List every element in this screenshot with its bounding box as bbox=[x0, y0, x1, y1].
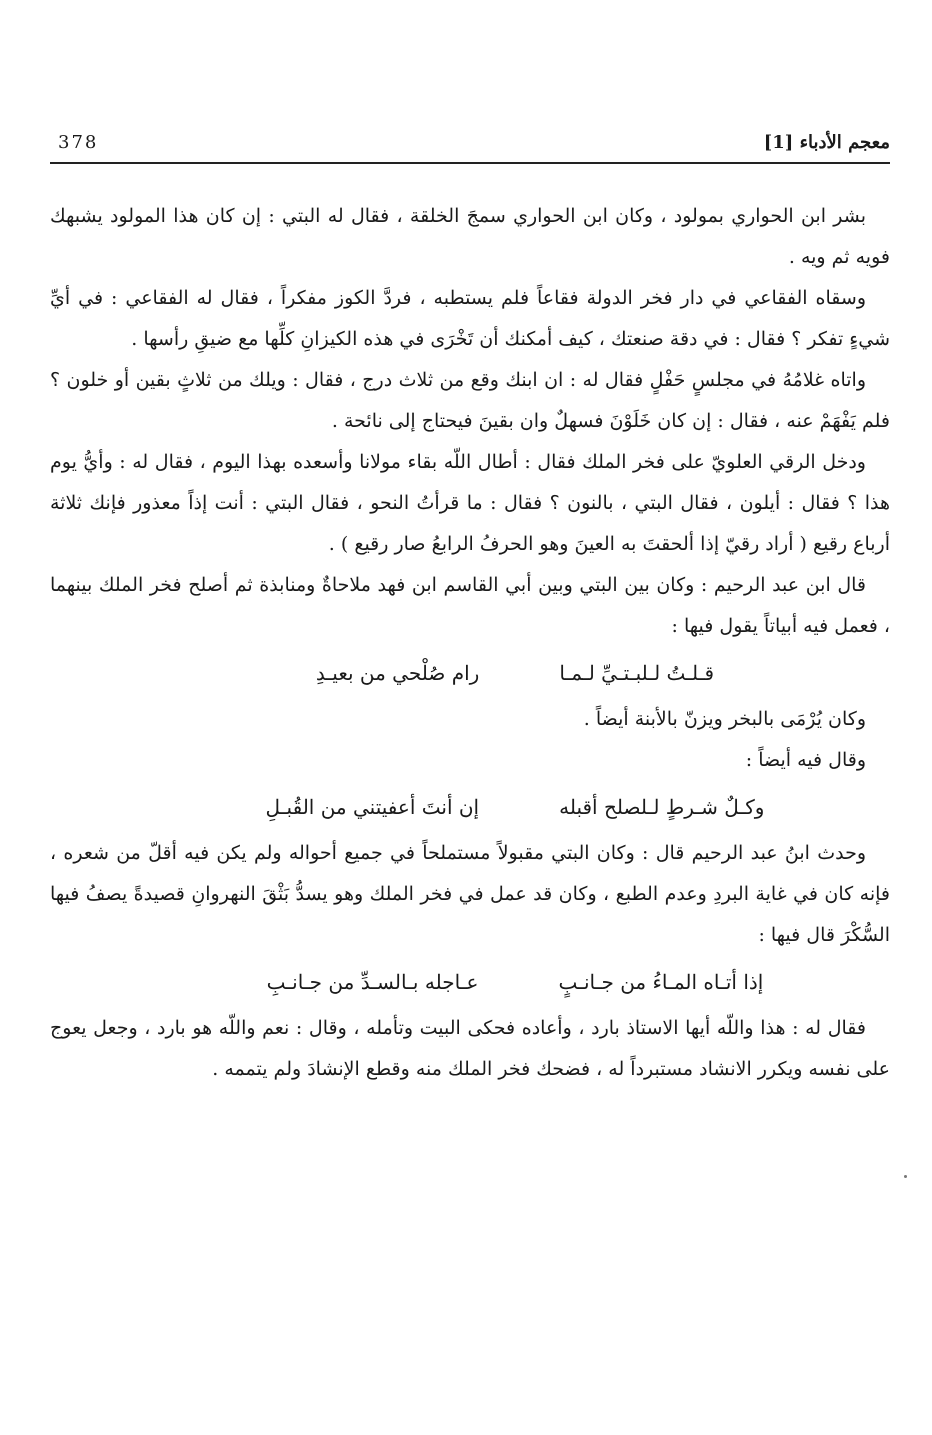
body-text bbox=[50, 196, 890, 1090]
header-rule bbox=[50, 162, 890, 164]
paragraph: وكان يُرْمَى بالبخر ويزنّ بالأبنة أيضاً . bbox=[583, 708, 866, 730]
verse-hemistich-left: عـاجله بـالسـدِّ من جـانـبِ bbox=[266, 970, 479, 994]
verse-hemistich-right: إذا أتـاه المـاءُ من جـانـبٍ bbox=[558, 970, 764, 994]
paragraph: فقال له : هذا واللّه أيها الاستاذ بارد ، وأعاده فحكى البيت وتأمله ، وقال : نعم واللّه هو بارد ، وجعل يعوج على نفسه ويكرر الانشاد مستبرداً له ، فضحك فخر الملك منه وقطع الإنشادَ ولم يتممه . bbox=[50, 1017, 890, 1080]
paragraph: وسقاه الفقاعي في دار فخر الدولة فقاعاً فلم يستطبه ، فردَّ الكوز مفكراً ، فقال له الفقاعي : في أيِّ شيءٍ تفكر ؟ فقال : في دقة صنعتك ، كيف أمكنك أن تَخْرَى في هذه الكيزانِ كلِّها مع ضيقِ رأسها . bbox=[50, 287, 890, 350]
paragraph: بشر ابن الحواري بمولود ، وكان ابن الحواري سمجَ الخلقة ، فقال له البتي : إن كان هذا المولود يشبهك فويه ثم ويه . bbox=[50, 205, 890, 268]
scan-speck bbox=[904, 1175, 907, 1178]
verse-hemistich-right: وكـلٌ شـرطٍ لـلصلح أقبله bbox=[559, 795, 765, 819]
verse-line bbox=[50, 781, 890, 833]
paragraph: وحدث ابنُ عبد الرحيم قال : وكان البتي مقبولاً مستملحاً في جميع أحواله ولم يكن فيه أقلّ من شعره ، فإنه كان في غاية البردِ وعدم الطبع ، وكان قد عمل في فخر الملك وهو يسدُّ بَثْقَ النهروانِ قصيدةً يصفُ فيها السُّكْرَ قال فيها : bbox=[50, 842, 890, 946]
paragraph: وقال فيه أيضاً : bbox=[745, 749, 866, 771]
verse-line bbox=[50, 956, 890, 1008]
verse-line bbox=[50, 647, 890, 699]
running-head: معجم الأدباء [1] bbox=[763, 132, 890, 153]
paragraph: ودخل الرقي العلويّ على فخر الملك فقال : أطال اللّه بقاء مولانا وأسعده بهذا اليوم ، فقال له : وأيُّ يوم هذا ؟ فقال : أيلون ، فقال البتي ، بالنون ؟ فقال : ما قرأتُ النحو ، فقال البتي : أنت إذاً معذور فإنك ثلاثة أرباع رقيع ( أراد رقيّ إذا ألحقتَ به العينَ وهو الحرفُ الرابعُ صار رقيع ) . bbox=[50, 451, 890, 555]
page-number: 378 bbox=[58, 132, 99, 153]
paragraph: واتاه غلامُهُ في مجلسٍ حَفْلٍ فقال له : ان ابنك وقع من ثلاث درج ، فقال : ويلك من ثلاثٍ بقين أو خلون ؟ فلم يَفْهَمْ عنه ، فقال : إن كان خَلَوْنَ فسهلٌ وان بقينَ فيحتاج إلى نائحة . bbox=[50, 369, 890, 432]
verse-hemistich-right: قـلـتُ لـلبـتـيِّ لـمـا bbox=[559, 661, 715, 685]
verse-hemistich-left: رام صُلْحي من بعيـدِ bbox=[315, 661, 480, 685]
paragraph: قال ابن عبد الرحيم : وكان بين البتي وبين أبي القاسم ابن فهد ملاحاةٌ ومنابذة ثم أصلح فخر الملك بينهما ، فعمل فيه أبياتاً يقول فيها : bbox=[50, 574, 890, 637]
page-header bbox=[58, 128, 890, 162]
verse-hemistich-left: إن أنتَ أعفيتني من القُبـلِ bbox=[265, 795, 480, 819]
